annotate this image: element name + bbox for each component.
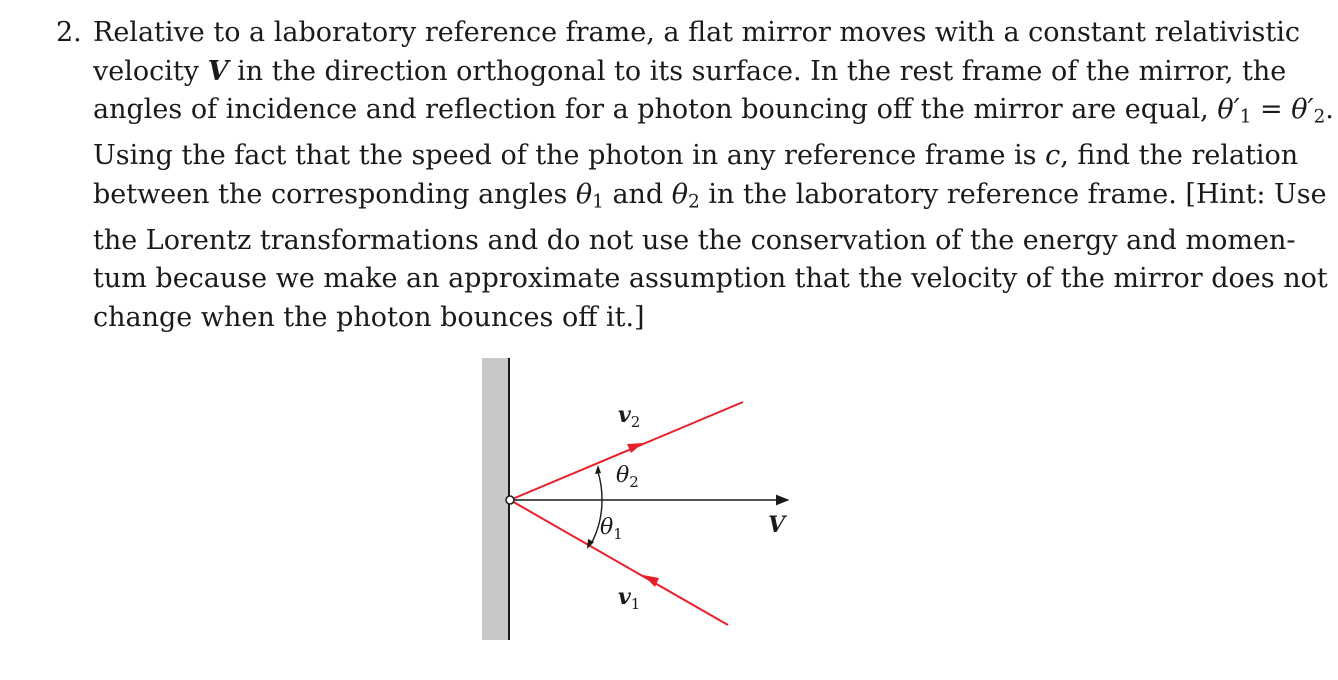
math-symbol: θ: [671, 178, 689, 210]
subscript: 2: [688, 191, 700, 213]
math-symbol: θ: [575, 178, 593, 210]
subscript: 2: [1313, 106, 1326, 128]
text-run: Using the fact that the speed of the photon in any reference frame is: [93, 140, 1046, 172]
math-symbol: θ′: [1291, 94, 1314, 125]
mirror-body: [482, 358, 509, 640]
problem-line: [93, 91, 1334, 137]
text-run: angles of incidence and reflection for a photon bouncing off the mirror are equal,: [93, 94, 1218, 125]
subscript: 1: [1239, 106, 1252, 128]
mirror-diagram: [470, 352, 810, 652]
text-run: =: [1251, 94, 1292, 125]
problem-line: [93, 260, 1328, 299]
text-run: in the direction orthogonal to its surface. In the rest frame of the mirror, the: [228, 55, 1287, 87]
math-symbol: c: [1045, 140, 1061, 172]
problem-number: 2.: [56, 17, 82, 48]
text-run: .: [1325, 94, 1334, 125]
label-v2: $v_2$: [618, 402, 641, 431]
text-run: velocity: [93, 55, 208, 87]
reflection-point: [506, 496, 514, 504]
text-run: and: [603, 178, 672, 210]
reflected-ray-arrowhead: [627, 443, 643, 453]
problem-line: [93, 299, 1264, 338]
mirror-figure: [470, 352, 810, 652]
problem-statement: [93, 14, 1334, 337]
problem-line: [93, 176, 1327, 222]
problem-line: [93, 14, 1301, 53]
label-theta2: $\theta_2$: [616, 463, 639, 491]
problem-block: [56, 14, 1334, 337]
theta2-arc-arrowhead: [595, 465, 601, 474]
math-symbol: θ′: [1217, 94, 1240, 125]
text-run: between the corresponding angles: [93, 178, 576, 210]
text-run: in the laboratory reference frame. [Hint: Use: [699, 178, 1327, 210]
problem-line: [93, 53, 1287, 92]
subscript: 1: [592, 191, 604, 213]
problem-line: [93, 137, 1299, 176]
theta2-arc: [598, 472, 602, 500]
problem-line: [93, 222, 1296, 261]
text-run: tum because we make an approximate assumption that the velocity of the mirror does not: [93, 263, 1328, 295]
math-symbol: V: [207, 55, 229, 87]
text-run: , find the relation: [1060, 140, 1299, 172]
label-V: V: [768, 512, 786, 538]
label-v1: $v_1$: [618, 584, 641, 613]
label-theta1: $\theta_1$: [600, 515, 623, 543]
text-run: the Lorentz transformations and do not use the conservation of the energy and momen-: [93, 224, 1296, 256]
text-run: change when the photon bounces off it.]: [93, 301, 645, 333]
text-run: Relative to a laboratory reference frame, a flat mirror moves with a constant relativistic: [93, 17, 1301, 48]
